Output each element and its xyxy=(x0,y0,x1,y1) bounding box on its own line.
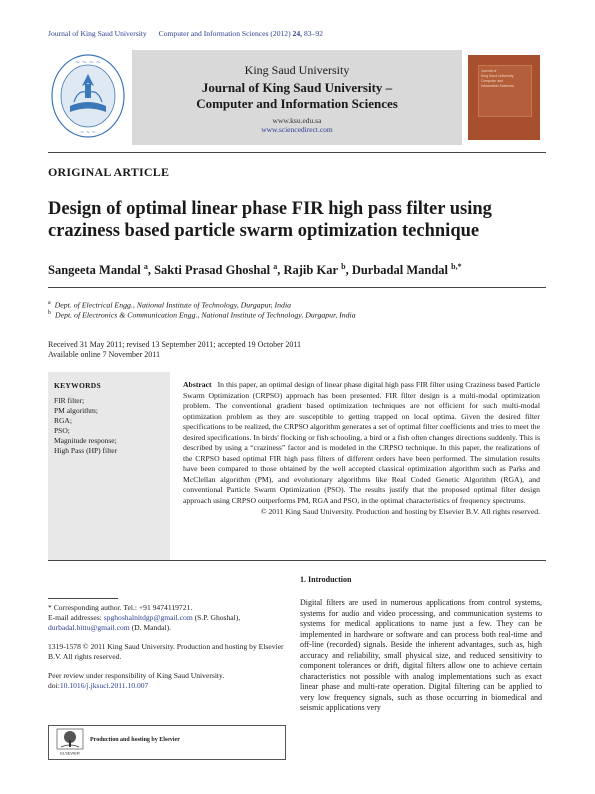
running-volume: 24, xyxy=(292,29,303,38)
author-name[interactable]: Sangeeta Mandal xyxy=(48,263,141,278)
header-rule xyxy=(48,152,546,153)
author-name[interactable]: Durbadal Mandal xyxy=(351,263,449,278)
banner-university: King Saud University xyxy=(244,63,350,77)
author-rule xyxy=(48,287,546,288)
doi-link[interactable]: 10.1016/j.jksuci.2011.10.007 xyxy=(59,681,149,690)
elsevier-tree-icon xyxy=(56,728,84,756)
email-owner: (S.P. Ghoshal), xyxy=(194,613,241,622)
cover-text-line: King Saud University xyxy=(481,74,514,78)
online-date: Available online 7 November 2011 xyxy=(48,350,160,359)
author-separator: , xyxy=(147,263,155,278)
intro-heading: 1. Introduction xyxy=(300,575,352,584)
running-series: Computer and Information Sciences (2012) xyxy=(158,29,291,38)
author-name[interactable]: Sakti Prasad Ghoshal xyxy=(154,263,271,278)
author-affiliation-mark: b xyxy=(341,262,346,271)
keyword-item: FIR filter; xyxy=(54,396,85,405)
article-type: ORIGINAL ARTICLE xyxy=(48,165,170,179)
affiliation-text: Dept. of Electrical Engg., National Institute of Technology, Durgapur, India xyxy=(54,300,292,310)
keyword-item: Magnitude response; xyxy=(54,436,117,445)
footnote-rule xyxy=(48,598,118,599)
elsevier-logo-text: ELSEVIER xyxy=(60,750,80,756)
abstract xyxy=(183,380,540,517)
author-separator: , xyxy=(345,263,352,278)
author-affiliation-mark: b,* xyxy=(451,262,462,271)
svg-text:~ ~ ~: ~ ~ ~ xyxy=(80,130,96,136)
abstract-copyright: © 2011 King Saud University. Production and hosting by Elsevier B.V. All rights reserved. xyxy=(260,506,540,516)
email-label: E-mail addresses: xyxy=(48,613,102,622)
affiliation-b xyxy=(48,310,356,320)
affiliation-a xyxy=(48,300,291,310)
author-name[interactable]: Rajib Kar xyxy=(283,263,338,278)
keyword-item: PM algorithm; xyxy=(54,406,98,415)
author-separator: , xyxy=(277,263,284,278)
svg-text:~ ~ ~ ~: ~ ~ ~ ~ xyxy=(75,59,101,66)
affiliation-mark: b xyxy=(48,310,51,316)
article-title-line: craziness based particle swarm optimization technique xyxy=(48,221,480,241)
university-logo xyxy=(48,50,128,145)
issn-note: 1319-1578 © 2011 King Saud University. Production and hosting by Elsevier B.V. All rights reserved. xyxy=(48,642,284,661)
keyword-item: RGA; xyxy=(54,416,72,425)
doi-line xyxy=(48,681,286,691)
cover-text-line: Computer and xyxy=(481,79,504,83)
running-pages: 83–92 xyxy=(303,29,323,38)
peer-review-note xyxy=(48,671,286,691)
email-addresses xyxy=(48,613,286,633)
received-dates: Received 31 May 2011; revised 13 September 2011; accepted 19 October 2011 xyxy=(48,340,302,349)
running-header xyxy=(48,29,323,38)
doi-label: doi: xyxy=(48,681,60,690)
banner-journal-title-2: Computer and Information Sciences xyxy=(196,96,398,111)
running-journal: Journal of King Saud University xyxy=(48,29,147,38)
affiliation-mark: a xyxy=(48,300,51,306)
peer-review-text: Peer review under responsibility of King Saud University. xyxy=(48,671,225,680)
email-link[interactable]: durbadal.bittu@gmail.com xyxy=(48,623,130,632)
intro-text: Digital filters are used in numerous applications from control systems, systems for audio and video processing, and communication systems to systems for medical applications to name just a few. They can be implemented in hardware or software and can process both real-time and off-line (recorded) signals. Beside the inherent advantages, such as, high accuracy and reliability, small physical size, and reduced sensitivity to component tolerances or drift, digital filters allow one to achieve certain characteristics not possible with analog implementations such as exact linear phase and multi-rate operation. Digital filtering can be applied to very low frequency signals, such as those occurring in biomedical and seismic applications very xyxy=(300,598,542,713)
elsevier-hosting-text: Production and hosting by Elsevier xyxy=(90,737,180,743)
author-affiliation-mark: a xyxy=(143,262,148,271)
banner-url-sciencedirect[interactable]: www.sciencedirect.com xyxy=(261,125,333,134)
banner-url-ksu[interactable]: www.ksu.edu.sa xyxy=(272,116,322,125)
email-link[interactable]: spghoshalnitdgp@gmail.com xyxy=(103,613,193,622)
article-title-line: Design of optimal linear phase FIR high pass filter using xyxy=(48,199,492,219)
banner-journal-title-1: Journal of King Saud University – xyxy=(201,80,393,95)
abstract-rule xyxy=(48,560,546,561)
cover-text-line: Information Sciences xyxy=(481,84,514,88)
email-owner: (D. Mandal). xyxy=(131,623,171,632)
keywords-title: KEYWORDS xyxy=(54,381,101,390)
author-list xyxy=(48,262,462,278)
abstract-text: In this paper, an optimal design of linear phase digital high pass FIR filter using Craziness based Particle Swarm Optimization (CRPSO) approach has been presented. FIR filter design is a multi-modal optimization problem. The conventional gradient based optimization techniques are not efficient for such multi-modal optimization problem as they are susceptible to getting trapped on local optima. Given the desired filter specifications to be realized, the CRPSO algorithm generates a set of optimal filter coefficients and tries to meet the desired specifications. In birds' flocking or fish schooling, a bird or a fish often changes directions suddenly. This is described by using a “craziness” factor and is modeled in the CRPSO technique. In this paper, the realizations of the CRPSO based optimal FIR high pass filters of different orders have been performed. The simulation results have been compared to those obtained by the well accepted classical optimization algorithm such as Parks and McClellan algorithm (PM), and evolutionary algorithms like Real Coded Genetic Algorithm (RGA), and conventional Particle Swarm Optimization (PSO). The results justify that the proposed optimal filter design approach using CRPSO outperforms PM, RGA and PSO, in the optimal characteristics of frequency spectrums. xyxy=(183,380,540,506)
abstract-label: Abstract xyxy=(183,380,212,389)
affiliation-text: Dept. of Electronics & Communication Engg., National Institute of Technology, Durgapur, India xyxy=(55,310,356,320)
keyword-item: High Pass (HP) filter xyxy=(54,446,118,455)
article-title xyxy=(48,198,548,242)
journal-cover-image xyxy=(468,55,540,140)
corresponding-author: * Corresponding author. Tel.: +91 9474119721. xyxy=(48,603,193,612)
author-affiliation-mark: a xyxy=(273,262,278,271)
corresponding-author-note xyxy=(48,603,286,633)
cover-text-line: Journal of xyxy=(481,69,497,73)
keyword-item: PSO; xyxy=(54,426,70,435)
